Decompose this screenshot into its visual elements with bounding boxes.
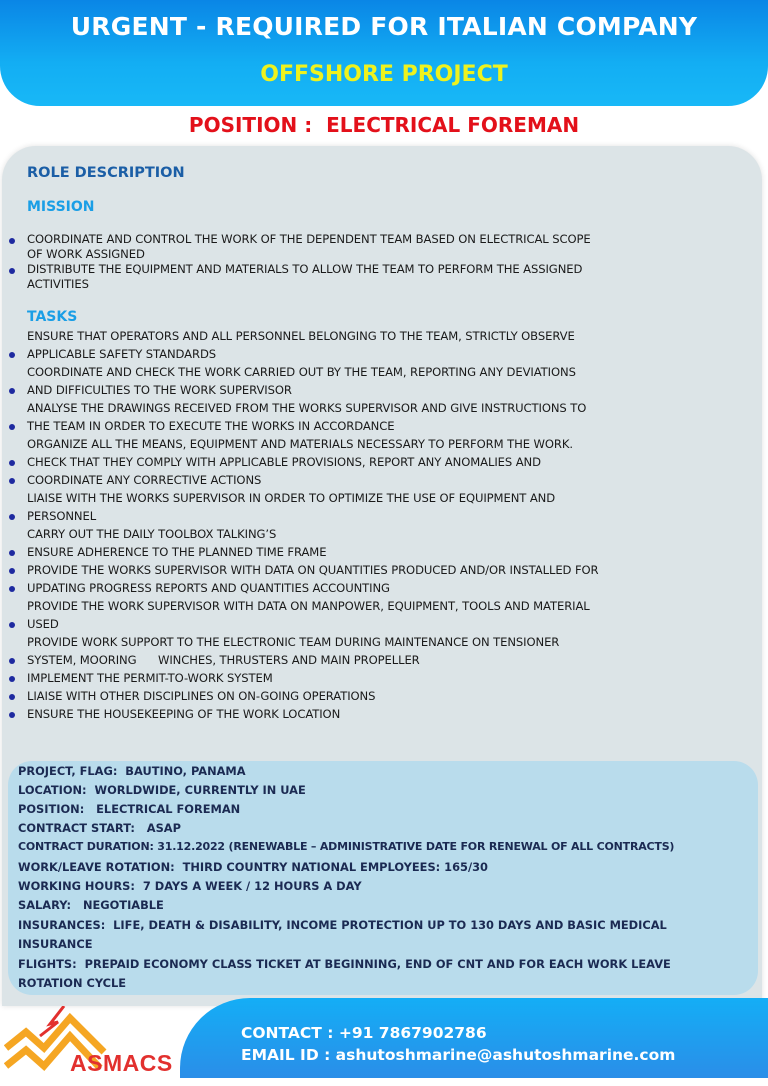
contact-phone: CONTACT : +91 7867902786 [241, 1024, 487, 1042]
position-heading: POSITION : ELECTRICAL FOREMAN [188, 113, 580, 137]
tasks-heading: TASKS [27, 309, 78, 325]
bullet-icon [9, 586, 15, 592]
page-subtitle: OFFSHORE PROJECT [260, 62, 508, 87]
info-line: LOCATION: WORLDWIDE, CURRENTLY IN UAE [18, 783, 306, 797]
bullet-icon [9, 268, 15, 274]
info-line: INSURANCES: LIFE, DEATH & DISABILITY, INCOME PROTECTION UP TO 130 DAYS AND BASIC MEDICAL [18, 918, 667, 932]
task-line: PROVIDE THE WORK SUPERVISOR WITH DATA ON MANPOWER, EQUIPMENT, TOOLS AND MATERIAL [27, 599, 590, 613]
task-line: LIAISE WITH THE WORKS SUPERVISOR IN ORDER TO OPTIMIZE THE USE OF EQUIPMENT AND [27, 491, 556, 505]
mission-line: ACTIVITIES [27, 277, 89, 291]
bullet-icon [9, 352, 15, 358]
info-line: FLIGHTS: PREPAID ECONOMY CLASS TICKET AT BEGINNING, END OF CNT AND FOR EACH WORK LEAVE [18, 957, 671, 971]
task-line: ENSURE THAT OPERATORS AND ALL PERSONNEL BELONGING TO THE TEAM, STRICTLY OBSERVE [27, 329, 575, 343]
mission-line: COORDINATE AND CONTROL THE WORK OF THE DEPENDENT TEAM BASED ON ELECTRICAL SCOPE [27, 232, 591, 246]
info-line: INSURANCE [18, 937, 93, 951]
task-line: UPDATING PROGRESS REPORTS AND QUANTITIES ACCOUNTING [27, 581, 390, 595]
bullet-icon [9, 694, 15, 700]
task-line: SYSTEM, MOORING WINCHES, THRUSTERS AND MAIN PROPELLER [27, 653, 420, 667]
task-line: COORDINATE ANY CORRECTIVE ACTIONS [27, 473, 262, 487]
task-line: COORDINATE AND CHECK THE WORK CARRIED OUT BY THE TEAM, REPORTING ANY DEVIATIONS [27, 365, 576, 379]
role-description-heading: ROLE DESCRIPTION [27, 165, 185, 181]
bullet-icon [9, 622, 15, 628]
bullet-icon [9, 712, 15, 718]
task-line: APPLICABLE SAFETY STANDARDS [27, 347, 217, 361]
info-line: ROTATION CYCLE [18, 976, 127, 990]
mission-heading: MISSION [27, 199, 95, 215]
task-line: USED [27, 617, 59, 631]
task-line: LIAISE WITH OTHER DISCIPLINES ON ON-GOING OPERATIONS [27, 689, 376, 703]
info-line: WORK/LEAVE ROTATION: THIRD COUNTRY NATIONAL EMPLOYEES: 165/30 [18, 860, 488, 874]
bullet-icon [9, 676, 15, 682]
task-line: ENSURE THE HOUSEKEEPING OF THE WORK LOCATION [27, 707, 341, 721]
task-line: ORGANIZE ALL THE MEANS, EQUIPMENT AND MATERIALS NECESSARY TO PERFORM THE WORK. [27, 437, 573, 451]
bullet-icon [9, 238, 15, 244]
task-line: IMPLEMENT THE PERMIT-TO-WORK SYSTEM [27, 671, 273, 685]
info-line: CONTRACT START: ASAP [18, 821, 181, 835]
info-line: SALARY: NEGOTIABLE [18, 898, 164, 912]
task-line: PROVIDE WORK SUPPORT TO THE ELECTRONIC TEAM DURING MAINTENANCE ON TENSIONER [27, 635, 560, 649]
contact-email[interactable]: EMAIL ID : ashutoshmarine@ashutoshmarine.com [241, 1046, 676, 1064]
mission-line: OF WORK ASSIGNED [27, 247, 145, 261]
info-line: CONTRACT DURATION: 31.12.2022 (RENEWABLE – ADMINISTRATIVE DATE FOR RENEWAL OF ALL CONTRACTS) [18, 840, 675, 853]
info-line: POSITION: ELECTRICAL FOREMAN [18, 802, 241, 816]
task-line: AND DIFFICULTIES TO THE WORK SUPERVISOR [27, 383, 292, 397]
bullet-icon [9, 514, 15, 520]
task-line: PROVIDE THE WORKS SUPERVISOR WITH DATA ON QUANTITIES PRODUCED AND/OR INSTALLED FOR [27, 563, 599, 577]
task-line: ANALYSE THE DRAWINGS RECEIVED FROM THE WORKS SUPERVISOR AND GIVE INSTRUCTIONS TO [27, 401, 587, 415]
bullet-icon [9, 550, 15, 556]
bullet-icon [9, 424, 15, 430]
bullet-icon [9, 460, 15, 466]
task-line: CHECK THAT THEY COMPLY WITH APPLICABLE PROVISIONS, REPORT ANY ANOMALIES AND [27, 455, 541, 469]
task-line: ENSURE ADHERENCE TO THE PLANNED TIME FRAME [27, 545, 327, 559]
task-line: CARRY OUT THE DAILY TOOLBOX TALKING’S [27, 527, 277, 541]
page-title: URGENT - REQUIRED FOR ITALIAN COMPANY [70, 12, 698, 41]
info-line: PROJECT, FLAG: BAUTINO, PANAMA [18, 764, 246, 778]
bullet-icon [9, 568, 15, 574]
bullet-icon [9, 658, 15, 664]
task-line: PERSONNEL [27, 509, 97, 523]
info-line: WORKING HOURS: 7 DAYS A WEEK / 12 HOURS A DAY [18, 879, 362, 893]
bullet-icon [9, 478, 15, 484]
logo-text: ASMACS [70, 1050, 173, 1076]
task-line: THE TEAM IN ORDER TO EXECUTE THE WORKS IN ACCORDANCE [27, 419, 395, 433]
bullet-icon [9, 388, 15, 394]
mission-line: DISTRIBUTE THE EQUIPMENT AND MATERIALS TO ALLOW THE TEAM TO PERFORM THE ASSIGNED [27, 262, 583, 276]
